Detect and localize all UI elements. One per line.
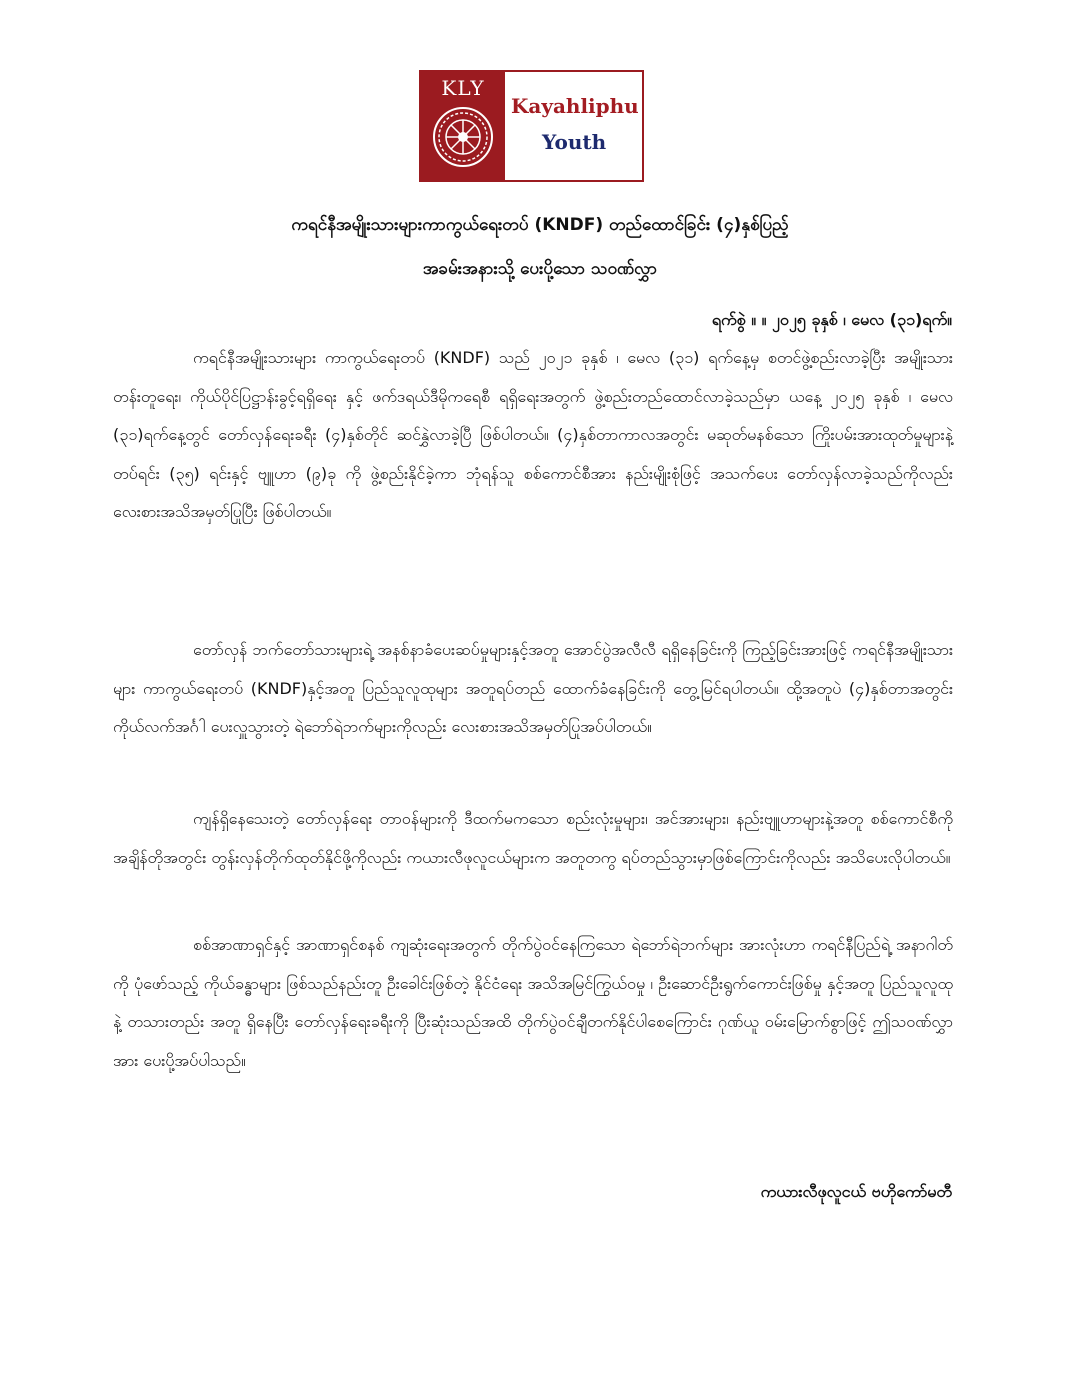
body-paragraph-2: တော်လှန် ဘက်တော်သားများရဲ့ အနစ်နာခံပေးဆပ်မှုများနှင့်အတူ အောင်ပွဲအလီလီ ရရှိနေခြင်းကို ကြည့်ခြင်းအားဖြင့် ကရင်နီအမျိုးသားများ ကာကွယ်ရေးတပ် (KNDF)နှင့်အတူ ပြည်သူလူထုများ အတူရပ်တည် ထောက်ခံနေခြင်းကို တွေ့မြင်ရပါတယ်။ ထို့အတူပဲ (၄)နှစ်တာအတွင်း ကိုယ်လက်အင်္ဂါ ပေးလှူသွားတဲ့ ရဲဘော်ရဲဘက်များကိုလည်း လေးစားအသိအမှတ်ပြုအပ်ပါတယ်။ <box>113 640 953 736</box>
body-paragraph-3: ကျန်ရှိနေသေးတဲ့ တော်လှန်ရေး တာဝန်များကို ဒီထက်မကသော စည်းလုံးမှုများ၊ အင်အားများ၊ နည်းဗျူဟာများနဲ့အတူ စစ်ကောင်စီကို အချိန်တိုအတွင်း တွန်းလှန်တိုက်ထုတ်နိုင်ဖို့ကိုလည်း ကယားလီဖုလူငယ်များက အတူတကွ ရပ်တည်သွားမှာဖြစ်ကြောင်းကိုလည်း အသိပေးလိုပါတယ်။ <box>113 809 953 867</box>
dharma-wheel-icon <box>432 106 494 168</box>
letter-title-line-1: ကရင်နီအမျိုးသားများကာကွယ်ရေးတပ် (KNDF) တည်ထောင်ခြင်း (၄)နှစ်ပြည့် <box>291 215 789 235</box>
logo-word-youth: Youth <box>542 130 607 154</box>
logo-abbreviation: KLY <box>441 76 485 100</box>
letter-title-line-2: အခမ်းအနားသို့ ပေးပို့သော သဝဏ်လွှာ <box>422 259 658 279</box>
logo-word-kayahliphu: Kayahliphu <box>511 94 639 118</box>
body-paragraph-4: စစ်အာဏာရှင်နှင့် အာဏာရှင်စနစ် ကျဆုံးရေးအတွက် တိုက်ပွဲဝင်နေကြသော ရဲဘော်ရဲဘက်များ အားလုံးဟာ ကရင်နီပြည်ရဲ့ အနာဂါတ်ကို ပုံဖော်သည့် ကိုယ်ခန္ဓာများ ဖြစ်သည်နည်းတူ ဦးခေါင်းဖြစ်တဲ့ နိုင်ငံရေး အသိအမြင်ကြွယ်ဝမှု ၊ ဦးဆောင်ဦးရွက်ကောင်းဖြစ်မှု နှင့်အတူ ပြည်သူလူထုနဲ့ တသားတည်း အတူ ရှိနေပြီး တော်လှန်ရေးခရီးကို ပြီးဆုံးသည်အထိ တိုက်ပွဲဝင်ချီတက်နိုင်ပါစေကြောင်း ဂုဏ်ယူ ဝမ်းမြောက်စွာဖြင့် ဤသဝဏ်လွှာအား ပေးပို့အပ်ပါသည်။ <box>113 935 953 1070</box>
signature: ကယားလီဖုလူငယ် ဗဟိုကော်မတီ <box>760 1182 952 1201</box>
logo <box>419 70 644 182</box>
letter-date: ရက်စွဲ ။ ။ ၂၀၂၅ ခုနှစ် ၊ မေလ (၃၁)ရက်။ <box>711 310 952 329</box>
body-paragraph-1: ကရင်နီအမျိုးသားများ ကာကွယ်ရေးတပ် (KNDF) သည် ၂၀၂၁ ခုနှစ် ၊ မေလ (၃၁) ရက်နေ့မှ စတင်ဖွဲ့စည်းလာခဲ့ပြီး အမျိုးသားတန်းတူရေး၊ ကိုယ်ပိုင်ပြဋ္ဌာန်းခွင့်ရရှိရေး နှင့် ဖက်ဒရယ်ဒီမိုကရေစီ ရရှိရေးအတွက် ဖွဲ့စည်းတည်ထောင်လာခဲ့သည်မှာ ယနေ့ ၂၀၂၅ ခုနှစ် ၊ မေလ (၃၁)ရက်နေ့တွင် တော်လှန်ရေးခရီး (၄)နှစ်တိုင် ဆင်နွှဲလာခဲ့ပြီ ဖြစ်ပါတယ်။ (၄)နှစ်တာကာလအတွင်း မဆုတ်မနစ်သော ကြိုးပမ်းအားထုတ်မှုများနဲ့ တပ်ရင်း (၃၅) ရင်းနှင့် ဗျူဟာ (၉)ခု ကို ဖွဲ့စည်းနိုင်ခဲ့ကာ ဘုံရန်သူ စစ်ကောင်စီအား နည်းမျိုးစုံဖြင့် အသက်ပေး တော်လှန်လာခဲ့သည်ကိုလည်း လေးစားအသိအမှတ်ပြုပြီး ဖြစ်ပါတယ်။ <box>113 348 953 521</box>
logo-emblem-panel <box>421 72 505 180</box>
